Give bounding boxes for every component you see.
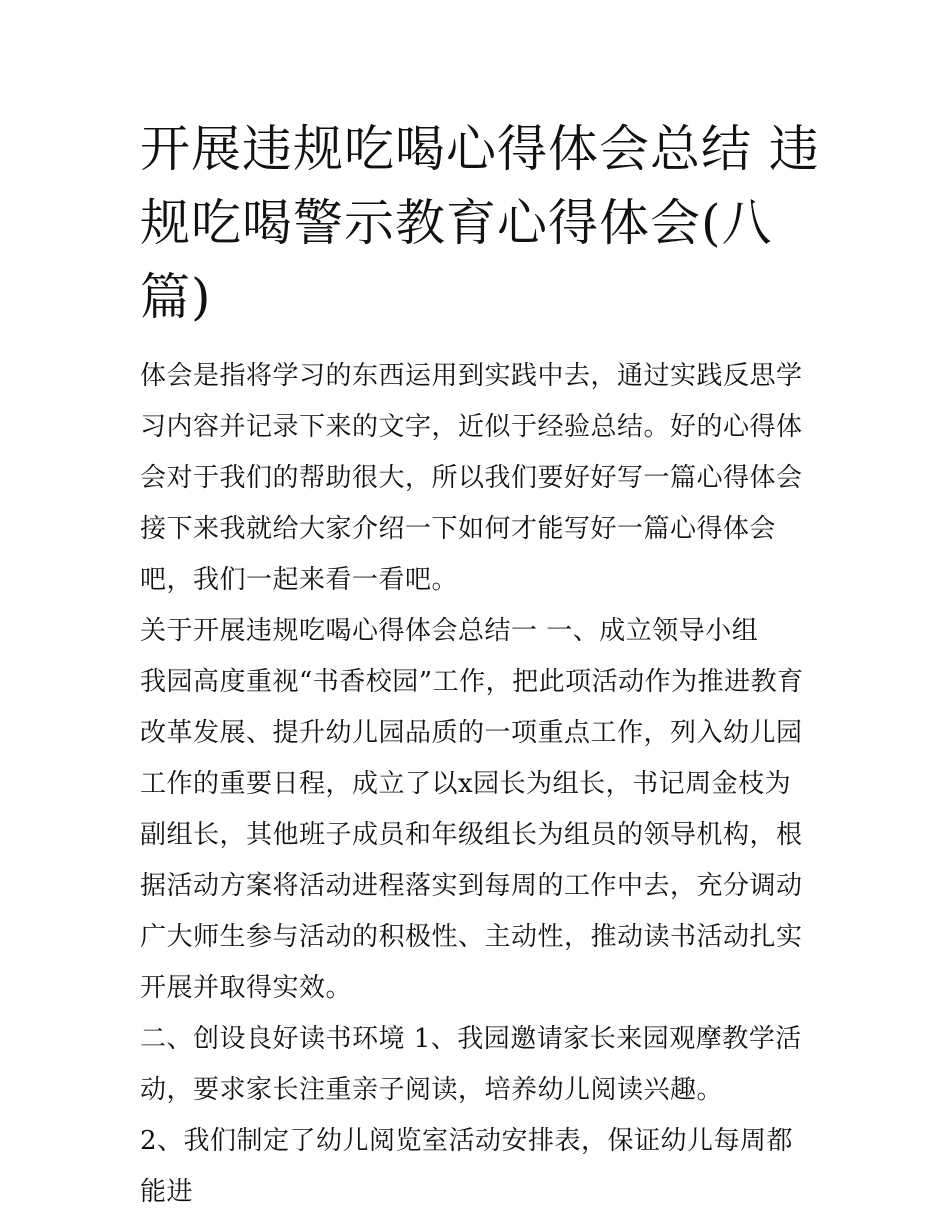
document-body [140, 351, 815, 1218]
document-title: 开展违规吃喝心得体会总结 违规吃喝警示教育心得体会(八篇) [140, 120, 820, 326]
paragraph-section-heading: 关于开展违规吃喝心得体会总结一 一、成立领导小组 [140, 616, 759, 646]
paragraph-reading-room: 2、我们制定了幼儿阅览室活动安排表，保证幼儿每周都能进 [140, 1126, 794, 1207]
paragraph-intro: 体会是指将学习的东西运用到实践中去，通过实践反思学习内容并记录下来的文字，近似于经验总结。好的心得体会对于我们的帮助很大，所以我们要好好写一篇心得体会接下来我就给大家介绍一下如何才能写好一篇心得体会吧，我们一起来看一看吧。 [140, 361, 803, 595]
paragraph-environment: 二、创设良好读书环境 1、我园邀请家长来园观摩教学活动，要求家长注重亲子阅读，培养幼儿阅读兴趣。 [140, 1024, 802, 1105]
paragraph-leadership: 我园高度重视“书香校园”工作，把此项活动作为推进教育改革发展、提升幼儿园品质的一项重点工作，列入幼儿园工作的重要日程，成立了以x园长为组长，书记周金枝为副组长，其他班子成员和年级组长为组员的领导机构，根据活动方案将活动进程落实到每周的工作中去，充分调动广大师生参与活动的积极性、主动性，推动读书活动扎实开展并取得实效。 [140, 667, 804, 1003]
